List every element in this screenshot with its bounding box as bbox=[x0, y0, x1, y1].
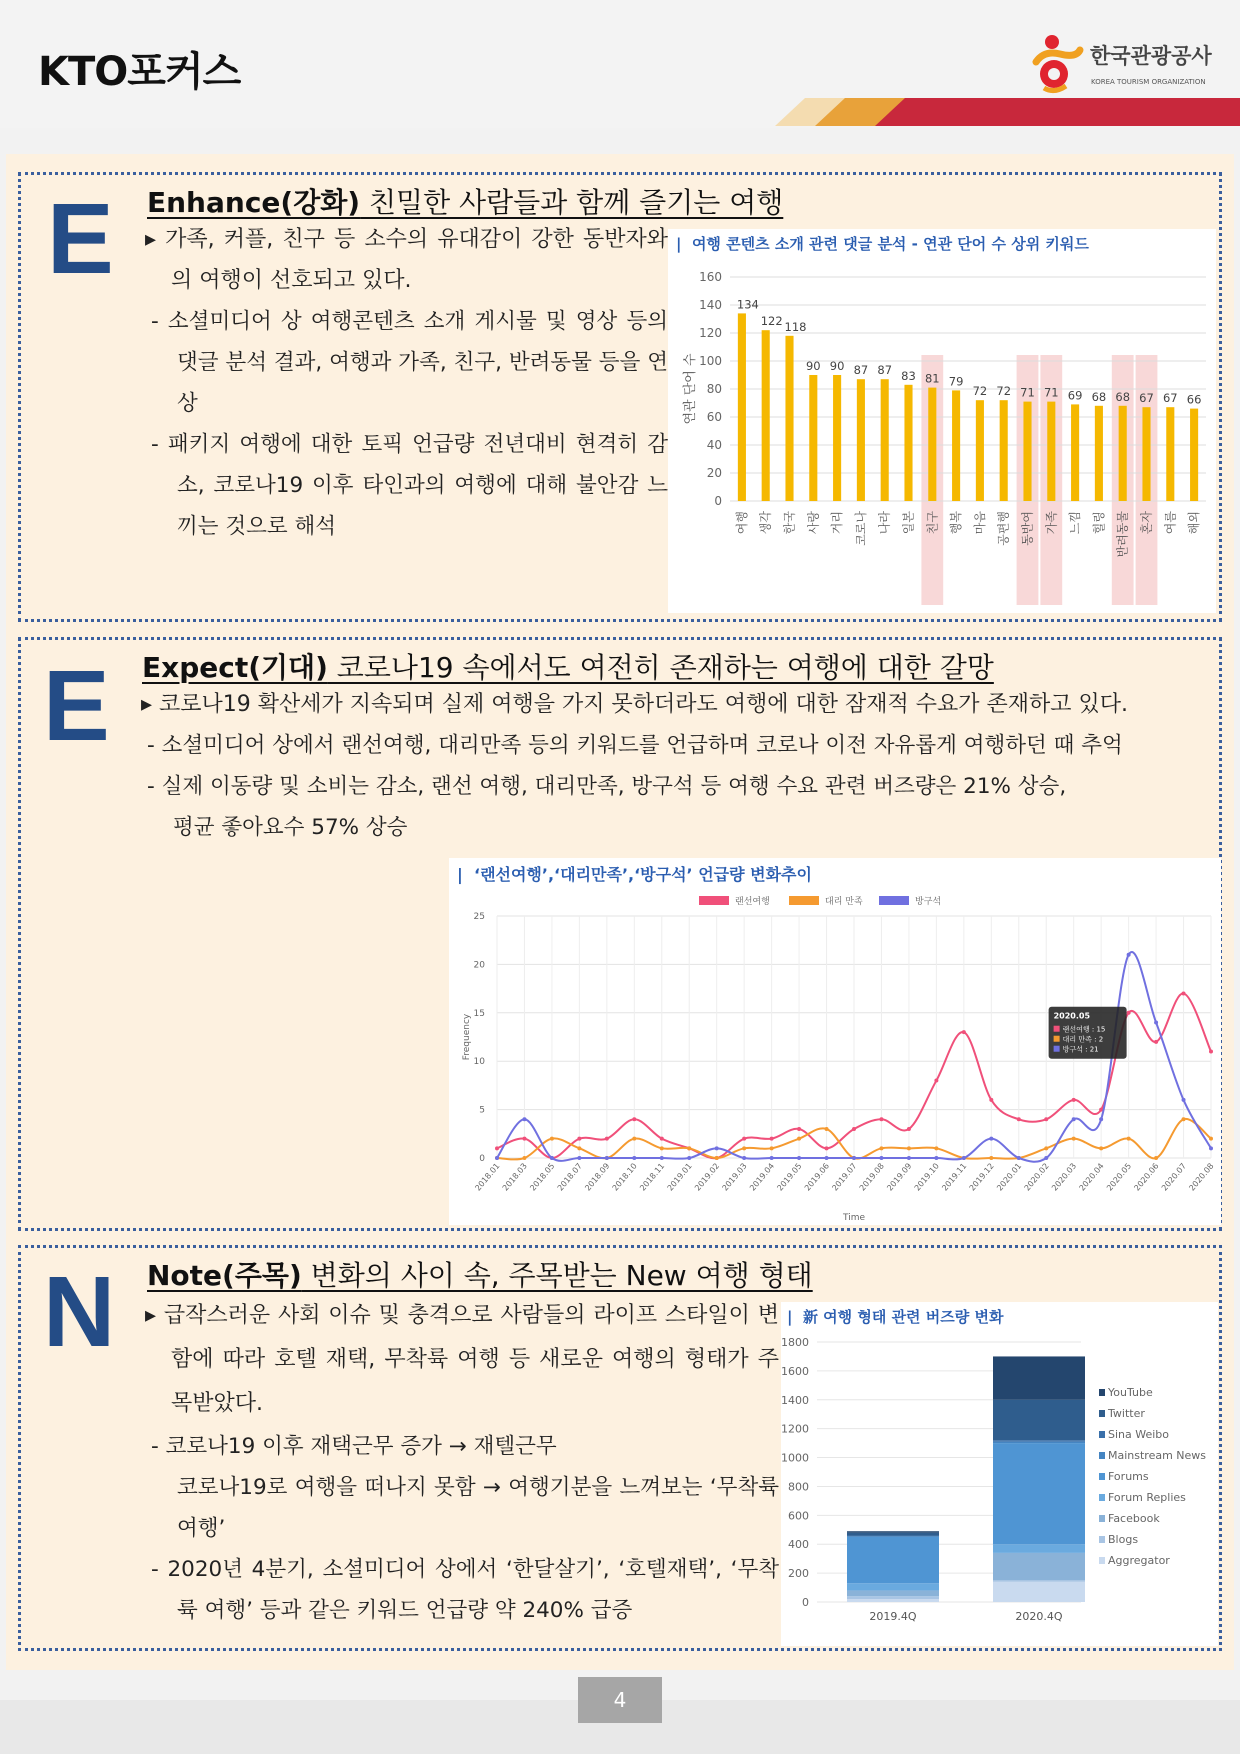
x-tick-label: 2020.05 bbox=[1104, 1161, 1134, 1193]
data-point bbox=[1154, 1040, 1158, 1044]
x-tick-label: 2019.04 bbox=[747, 1161, 777, 1193]
data-label: 83 bbox=[901, 368, 916, 383]
x-tick-label: 2019.12 bbox=[967, 1161, 996, 1193]
data-point bbox=[989, 1156, 993, 1160]
x-tick-label: 2020.03 bbox=[1050, 1161, 1079, 1193]
data-label: 87 bbox=[853, 363, 869, 378]
section-expect bbox=[18, 637, 1222, 1231]
x-tick-label: 사랑 bbox=[806, 511, 821, 535]
section-title-rest: 변화의 사이 속, 주목받는 New 여행 형태 bbox=[301, 1259, 813, 1292]
data-label: 72 bbox=[996, 384, 1012, 399]
x-tick-label: 2019.10 bbox=[912, 1161, 941, 1193]
x-tick-label: 느낌 bbox=[1068, 511, 1083, 535]
legend-swatch bbox=[1099, 1473, 1105, 1480]
chart-title: | ‘랜선여행’,‘대리만족’,‘방구석’ 언급량 변화추이 bbox=[457, 865, 812, 884]
tooltip-title: 2020.05 bbox=[1053, 1011, 1091, 1021]
data-label: 69 bbox=[1067, 388, 1083, 403]
data-point bbox=[879, 1146, 883, 1150]
data-point bbox=[742, 1146, 746, 1150]
data-label: 87 bbox=[877, 363, 893, 378]
data-point bbox=[1017, 1156, 1021, 1160]
data-point bbox=[934, 1146, 938, 1150]
tooltip-swatch bbox=[1054, 1026, 1060, 1032]
x-tick-label: 마음 bbox=[972, 511, 987, 535]
legend-label: Forums bbox=[1108, 1470, 1149, 1483]
x-tick-label: 2019.4Q bbox=[869, 1610, 917, 1623]
y-tick-label: 25 bbox=[473, 912, 485, 922]
y-axis-label: 연관 단어 수 bbox=[683, 353, 698, 425]
data-label: 67 bbox=[1162, 391, 1178, 406]
x-tick-label: 2019.01 bbox=[665, 1161, 694, 1193]
bullet-item: ▸ 가족, 커플, 친구 등 소수의 유대감이 강한 동반자와의 여행이 선호되고 있다. bbox=[145, 227, 668, 293]
stack-segment bbox=[847, 1537, 939, 1583]
stack-segment bbox=[993, 1544, 1085, 1553]
y-tick-label: 1800 bbox=[781, 1336, 809, 1349]
x-tick-label: 해외 bbox=[1187, 511, 1202, 535]
bar bbox=[928, 388, 936, 501]
legend-swatch bbox=[1099, 1494, 1105, 1501]
dash-continuation: 평균 좋아요수 57% 상승 bbox=[173, 815, 408, 840]
data-point bbox=[522, 1156, 526, 1160]
data-point bbox=[907, 1127, 911, 1131]
y-tick-label: 100 bbox=[699, 354, 722, 368]
legend-label: Forum Replies bbox=[1108, 1491, 1186, 1504]
y-tick-label: 140 bbox=[699, 298, 722, 312]
org-sub: KOREA TOURISM ORGANIZATION bbox=[1091, 78, 1206, 86]
y-tick-label: 15 bbox=[473, 1008, 485, 1019]
stack-segment bbox=[993, 1442, 1085, 1443]
legend-label: 대리 만족 bbox=[825, 897, 863, 907]
buzz-chart-box bbox=[781, 1302, 1218, 1646]
bar bbox=[738, 313, 746, 501]
section-title-rest: 코로나19 속에서도 여전히 존재하는 여행에 대한 갈망 bbox=[327, 651, 994, 684]
trend-line-chart bbox=[449, 858, 1221, 1225]
chart-title: | 新 여행 형태 관련 버즈량 변화 bbox=[787, 1308, 1004, 1326]
data-point bbox=[1017, 1117, 1021, 1121]
data-point bbox=[1182, 1117, 1186, 1121]
data-label: 79 bbox=[948, 374, 964, 389]
legend-label: Sina Weibo bbox=[1108, 1428, 1170, 1441]
data-point bbox=[660, 1137, 664, 1141]
bar bbox=[1166, 407, 1174, 501]
x-tick-label: 2020.07 bbox=[1159, 1161, 1189, 1193]
data-point bbox=[1099, 1117, 1103, 1121]
data-label: 118 bbox=[784, 319, 807, 334]
data-point bbox=[742, 1137, 746, 1141]
bullet-item: ▸ 코로나19 확산세가 지속되며 실제 여행을 가지 못하더라도 여행에 대한 잠재적 수요가 존재하고 있다. bbox=[141, 692, 1129, 717]
section-text bbox=[143, 219, 668, 547]
data-point bbox=[660, 1156, 664, 1160]
data-label: 122 bbox=[760, 314, 783, 329]
data-point bbox=[1209, 1050, 1213, 1054]
data-point bbox=[797, 1127, 801, 1131]
x-tick-label: 2019.07 bbox=[830, 1161, 859, 1193]
bar bbox=[1190, 409, 1198, 501]
stack-segment bbox=[993, 1582, 1085, 1602]
bar bbox=[809, 375, 817, 501]
data-point bbox=[1044, 1156, 1048, 1160]
section-title bbox=[147, 1254, 813, 1294]
x-tick-label: 2018.01 bbox=[473, 1161, 502, 1193]
data-point bbox=[632, 1117, 636, 1121]
x-tick-label: 2018.07 bbox=[555, 1161, 584, 1193]
data-point bbox=[687, 1156, 691, 1160]
data-label: 90 bbox=[805, 359, 821, 373]
data-point bbox=[770, 1146, 774, 1150]
data-point bbox=[934, 1079, 938, 1083]
data-point bbox=[962, 1156, 966, 1160]
legend-swatch bbox=[1099, 1431, 1105, 1438]
page-title: KTO포커스 bbox=[38, 49, 241, 95]
x-tick-label: 가족 bbox=[1044, 511, 1059, 535]
data-point bbox=[495, 1156, 499, 1160]
x-tick-label: 나라 bbox=[877, 511, 892, 535]
page-number: 4 bbox=[578, 1677, 662, 1723]
legend-label: Aggregator bbox=[1108, 1554, 1170, 1567]
data-point bbox=[715, 1146, 719, 1150]
x-tick-label: 2020.06 bbox=[1132, 1161, 1161, 1193]
tooltip-line: 랜선여행 : 15 bbox=[1062, 1025, 1106, 1034]
dash-item: - 2020년 4분기, 소셜미디어 상에서 ‘한달살기’, ‘호텔재택’, ‘무착륙 여행’ 등과 같은 키워드 언급량 약 240% 급증 bbox=[151, 1557, 779, 1623]
legend-label: 방구석 bbox=[915, 897, 942, 907]
x-tick-label: 2020.01 bbox=[995, 1161, 1024, 1193]
data-point bbox=[907, 1146, 911, 1150]
kto-logo bbox=[1030, 32, 1210, 96]
data-point bbox=[605, 1156, 609, 1160]
legend-swatch bbox=[879, 896, 909, 905]
bullet-item: ▸ 급작스러운 사회 이슈 및 충격으로 사람들의 라이프 스타일이 변함에 따라 호텔 재택, 무착륙 여행 등 새로운 여행의 형태가 주목받았다. bbox=[145, 1303, 779, 1416]
data-point bbox=[522, 1117, 526, 1121]
dash-item: - 실제 이동량 및 소비는 감소, 랜선 여행, 대리만족, 방구석 등 여행 수요 관련 버즈량은 21% 상승, bbox=[147, 774, 1067, 799]
data-point bbox=[1127, 1011, 1131, 1015]
data-point bbox=[825, 1156, 829, 1160]
bar bbox=[762, 330, 770, 501]
legend-swatch bbox=[789, 896, 819, 905]
x-tick-label: 공편행 bbox=[996, 511, 1011, 546]
data-point bbox=[1127, 953, 1131, 957]
data-point bbox=[1072, 1137, 1076, 1141]
legend-label: Twitter bbox=[1108, 1407, 1145, 1420]
data-point bbox=[1182, 991, 1186, 995]
header-stripe bbox=[775, 98, 1240, 126]
y-tick-label: 400 bbox=[788, 1538, 809, 1552]
data-point bbox=[825, 1146, 829, 1150]
data-point bbox=[1044, 1146, 1048, 1150]
data-point bbox=[934, 1156, 938, 1160]
y-tick-label: 0 bbox=[714, 494, 722, 508]
dash-item: - 코로나19 이후 재택근무 증가 → 재텔근무 코로나19로 여행을 떠나지 못함 → 여행기분을 느껴보는 ‘무착륙 여행’ bbox=[151, 1434, 779, 1541]
section-title-key: Enhance(강화) bbox=[147, 186, 361, 219]
section-letter: E bbox=[43, 650, 110, 762]
legend-swatch bbox=[1099, 1452, 1105, 1459]
y-tick-label: 800 bbox=[788, 1480, 809, 1494]
data-label: 66 bbox=[1186, 392, 1202, 407]
stack-segment bbox=[847, 1536, 939, 1537]
data-point bbox=[550, 1156, 554, 1160]
data-point bbox=[770, 1156, 774, 1160]
data-point bbox=[660, 1146, 664, 1150]
stack-segment bbox=[847, 1533, 939, 1536]
data-label: 90 bbox=[829, 359, 845, 373]
bar bbox=[1142, 407, 1150, 501]
bar bbox=[1119, 406, 1127, 501]
x-tick-label: 친구 bbox=[925, 511, 940, 535]
tooltip-line: 대리 만족 : 2 bbox=[1062, 1035, 1104, 1044]
y-tick-label: 200 bbox=[788, 1567, 809, 1581]
legend-label: YouTube bbox=[1108, 1386, 1153, 1399]
legend-label: 랜선여행 bbox=[735, 897, 770, 907]
data-point bbox=[1127, 1137, 1131, 1141]
x-tick-label: 행복 bbox=[949, 511, 964, 535]
dash-item: - 소셜미디어 상 여행콘텐츠 소개 게시물 및 영상 등의 댓글 분석 결과, 여행과 가족, 친구, 반려동물 등을 연상 bbox=[151, 309, 669, 416]
x-tick-label: 혼자 bbox=[1139, 511, 1154, 535]
y-tick-label: 600 bbox=[788, 1509, 809, 1523]
x-tick-label: 일본 bbox=[901, 511, 916, 535]
bar bbox=[1047, 402, 1055, 501]
section-text bbox=[139, 684, 1215, 807]
x-tick-label: 코로나 bbox=[853, 511, 868, 546]
stack-segment bbox=[847, 1583, 939, 1590]
bar bbox=[881, 379, 889, 501]
x-tick-label: 반려동물 bbox=[1115, 511, 1130, 558]
y-tick-label: 10 bbox=[473, 1057, 485, 1068]
section-title-rest: 친밀한 사람들과 함께 즐기는 여행 bbox=[360, 186, 784, 219]
data-label: 68 bbox=[1115, 389, 1131, 404]
data-point bbox=[907, 1156, 911, 1160]
data-label: 71 bbox=[1043, 385, 1059, 400]
x-tick-label: 2019.09 bbox=[885, 1161, 914, 1193]
section-title-key: Expect(기대) bbox=[142, 651, 328, 684]
data-point bbox=[1154, 1156, 1158, 1160]
data-point bbox=[1072, 1117, 1076, 1121]
data-point bbox=[825, 1127, 829, 1131]
stripe-graphic bbox=[775, 98, 1240, 126]
trend-chart-box bbox=[449, 858, 1221, 1225]
section-title-key: Note(주목) bbox=[147, 1259, 302, 1292]
legend-swatch bbox=[1099, 1557, 1105, 1564]
y-tick-label: 80 bbox=[706, 382, 722, 396]
data-point bbox=[797, 1156, 801, 1160]
y-tick-label: 1600 bbox=[781, 1364, 809, 1378]
legend-swatch bbox=[1099, 1515, 1105, 1522]
data-point bbox=[879, 1117, 883, 1121]
legend-swatch bbox=[699, 896, 729, 905]
x-tick-label: 2020.08 bbox=[1187, 1161, 1216, 1193]
page-header bbox=[0, 0, 1240, 128]
x-tick-label: 2018.05 bbox=[528, 1161, 557, 1193]
x-tick-label: 2020.04 bbox=[1077, 1161, 1106, 1193]
y-tick-label: 120 bbox=[699, 326, 722, 340]
stack-segment bbox=[993, 1400, 1085, 1440]
bar bbox=[1000, 400, 1008, 501]
stack-segment bbox=[847, 1531, 939, 1532]
data-point bbox=[522, 1137, 526, 1141]
section-enhance bbox=[18, 172, 1222, 622]
section-note bbox=[18, 1245, 1222, 1651]
dash-item: - 소셜미디어 상에서 랜선여행, 대리만족 등의 키워드를 언급하며 코로나 이전 자유롭게 여행하던 때 추억 bbox=[147, 733, 1123, 758]
data-point bbox=[879, 1156, 883, 1160]
data-point bbox=[1182, 1098, 1186, 1102]
x-tick-label: 2019.08 bbox=[857, 1161, 886, 1193]
x-tick-label: 2019.02 bbox=[693, 1161, 722, 1193]
y-tick-label: 20 bbox=[706, 466, 722, 480]
dash-item: - 패키지 여행에 대한 토픽 언급량 전년대비 현격히 감소, 코로나19 이후 타인과의 여행에 대해 불안감 느끼는 것으로 해석 bbox=[151, 432, 669, 539]
y-axis-label: Frequency bbox=[462, 1013, 472, 1061]
section-letter: N bbox=[43, 1256, 116, 1368]
data-point bbox=[1209, 1146, 1213, 1150]
tooltip-swatch bbox=[1054, 1036, 1060, 1042]
x-tick-label: 2019.06 bbox=[802, 1161, 832, 1193]
data-point bbox=[577, 1137, 581, 1141]
data-point bbox=[1154, 1020, 1158, 1024]
legend-swatch bbox=[1099, 1389, 1105, 1396]
data-label: 67 bbox=[1139, 391, 1154, 406]
data-point bbox=[962, 1030, 966, 1034]
data-point bbox=[1044, 1117, 1048, 1121]
data-point bbox=[742, 1156, 746, 1160]
data-point bbox=[1209, 1137, 1213, 1141]
buzz-stacked-chart bbox=[781, 1302, 1218, 1646]
bar bbox=[857, 379, 865, 501]
data-point bbox=[495, 1146, 499, 1150]
data-point bbox=[605, 1137, 609, 1141]
legend-label: Blogs bbox=[1108, 1533, 1139, 1546]
data-point bbox=[715, 1156, 719, 1160]
x-tick-label: 2018.03 bbox=[500, 1161, 529, 1193]
data-label: 72 bbox=[972, 384, 988, 399]
x-tick-label: 힐링 bbox=[1091, 511, 1106, 535]
y-tick-label: 60 bbox=[706, 410, 722, 424]
data-point bbox=[770, 1137, 774, 1141]
org-name: 한국관광공사 bbox=[1090, 44, 1212, 68]
y-tick-label: 1200 bbox=[781, 1422, 809, 1436]
bar bbox=[1071, 404, 1079, 501]
section-text bbox=[143, 1294, 779, 1631]
data-label: 134 bbox=[736, 297, 759, 312]
data-point bbox=[687, 1146, 691, 1150]
x-tick-label: 한국 bbox=[782, 511, 797, 535]
bar bbox=[976, 400, 984, 501]
legend-label: Facebook bbox=[1108, 1512, 1160, 1525]
y-tick-label: 20 bbox=[473, 960, 485, 971]
stack-segment bbox=[993, 1443, 1085, 1544]
x-tick-label: 여름 bbox=[1163, 511, 1178, 535]
x-tick-label: 생각 bbox=[758, 511, 773, 535]
bar bbox=[1023, 402, 1031, 501]
x-tick-label: 동반여 bbox=[1020, 511, 1035, 546]
legend-label: Mainstream News bbox=[1108, 1449, 1207, 1462]
bar bbox=[952, 390, 960, 501]
stack-segment bbox=[847, 1599, 939, 1602]
stack-segment bbox=[993, 1356, 1085, 1399]
data-label: 68 bbox=[1091, 389, 1107, 404]
stack-segment bbox=[847, 1596, 939, 1599]
kto-logo-icon bbox=[1030, 32, 1086, 94]
legend-swatch bbox=[1099, 1536, 1105, 1543]
x-tick-label: 2019.05 bbox=[775, 1161, 804, 1193]
keyword-bar-chart bbox=[668, 229, 1216, 613]
stack-segment bbox=[847, 1536, 939, 1537]
data-point bbox=[632, 1156, 636, 1160]
bar bbox=[833, 375, 841, 501]
data-point bbox=[1072, 1098, 1076, 1102]
x-tick-label: 2018.09 bbox=[583, 1161, 612, 1193]
y-tick-label: 1000 bbox=[781, 1451, 809, 1465]
data-point bbox=[989, 1137, 993, 1141]
y-tick-label: 160 bbox=[699, 270, 722, 284]
bar bbox=[1095, 406, 1103, 501]
tooltip-line: 방구석 : 21 bbox=[1062, 1045, 1099, 1054]
legend-swatch bbox=[1099, 1410, 1105, 1417]
data-point bbox=[577, 1156, 581, 1160]
data-point bbox=[550, 1137, 554, 1141]
y-tick-label: 0 bbox=[479, 1154, 485, 1164]
section-title bbox=[147, 181, 783, 221]
tooltip-swatch bbox=[1054, 1046, 1060, 1052]
data-point bbox=[1099, 1146, 1103, 1150]
keyword-chart-box bbox=[668, 229, 1216, 613]
bar bbox=[904, 385, 912, 501]
data-point bbox=[989, 1098, 993, 1102]
y-tick-label: 5 bbox=[479, 1105, 485, 1116]
y-tick-label: 40 bbox=[706, 438, 722, 452]
data-label: 71 bbox=[1020, 385, 1035, 400]
x-axis-label: Time bbox=[842, 1213, 866, 1223]
data-point bbox=[577, 1146, 581, 1150]
stack-segment bbox=[993, 1553, 1085, 1580]
y-tick-label: 1400 bbox=[781, 1393, 809, 1407]
y-tick-label: 0 bbox=[802, 1596, 809, 1609]
data-point bbox=[797, 1137, 801, 1141]
x-tick-label: 2018.11 bbox=[638, 1161, 667, 1193]
data-point bbox=[632, 1137, 636, 1141]
chart-title: | 여행 콘텐츠 소개 관련 댓글 분석 - 연관 단어 수 상위 키워드 bbox=[676, 235, 1089, 253]
section-letter: E bbox=[47, 183, 114, 295]
stack-segment bbox=[993, 1580, 1085, 1581]
x-tick-label: 2018.10 bbox=[610, 1161, 639, 1193]
section-title bbox=[142, 646, 994, 686]
stack-segment bbox=[993, 1440, 1085, 1441]
x-tick-label: 2020.4Q bbox=[1015, 1610, 1063, 1623]
data-label: 81 bbox=[924, 371, 940, 386]
data-point bbox=[852, 1156, 856, 1160]
x-tick-label: 거리 bbox=[830, 511, 845, 535]
bar bbox=[785, 336, 793, 501]
x-tick-label: 여행 bbox=[734, 511, 749, 535]
x-tick-label: 2019.11 bbox=[940, 1161, 969, 1193]
x-tick-label: 2020.02 bbox=[1022, 1161, 1051, 1193]
stack-segment bbox=[847, 1590, 939, 1596]
x-tick-label: 2019.03 bbox=[720, 1161, 749, 1193]
data-point bbox=[852, 1127, 856, 1131]
